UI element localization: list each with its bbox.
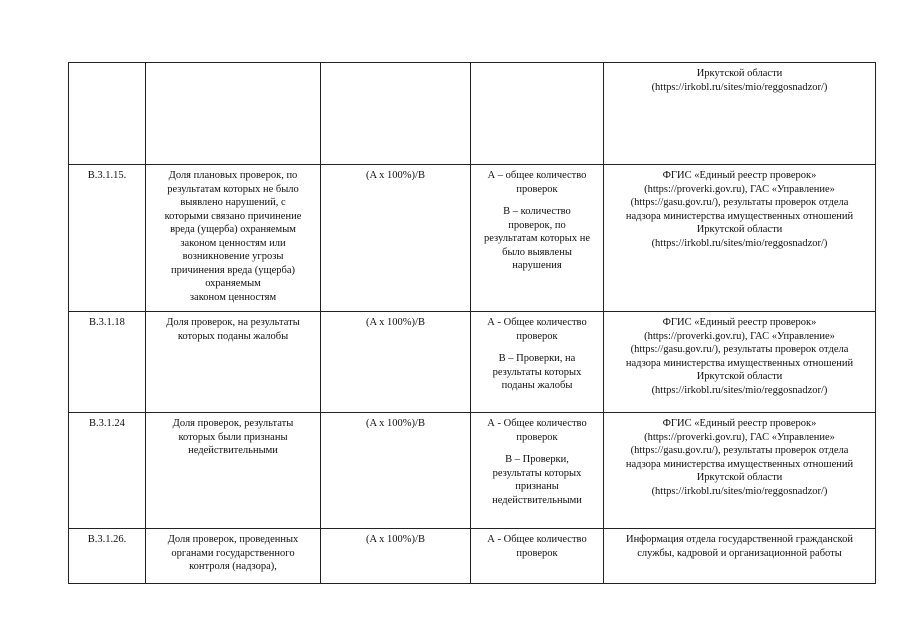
variable-line: А – общее количество — [487, 170, 587, 181]
source-line: (https://gasu.gov.ru/), результаты проверок отдела — [630, 197, 849, 208]
table-row — [69, 165, 876, 312]
indicator-line: возникновение угрозы — [182, 251, 284, 262]
indicator-name — [146, 63, 321, 165]
source-line: (https://irkobl.ru/sites/mio/reggosnadzor/) — [651, 384, 828, 396]
formula: (A x 100%)/B — [321, 413, 471, 529]
variable-b — [474, 352, 600, 393]
source-line: Информация отдела государственной гражданской — [625, 534, 853, 545]
variable-line: было выявлены — [502, 246, 572, 258]
indicator-name — [146, 165, 321, 312]
indicator-code: B.3.1.24 — [69, 413, 146, 529]
source-line: ФГИС «Единый реестр проверок» — [662, 170, 817, 181]
source-line: ФГИС «Единый реестр проверок» — [662, 317, 817, 328]
variable-a — [474, 316, 600, 343]
variable-line: поданы жалобы — [501, 380, 573, 391]
table-row — [69, 63, 876, 165]
source-line: ФГИС «Единый реестр проверок» — [662, 418, 817, 429]
variable-a — [474, 533, 600, 560]
source-line: (https://gasu.gov.ru/), результаты проверок отдела — [630, 445, 849, 456]
table-row — [69, 413, 876, 529]
variable-line: проверок — [516, 547, 558, 559]
formula: (A x 100%)/B — [321, 165, 471, 312]
variables — [471, 63, 604, 165]
source-line: (https://irkobl.ru/sites/mio/reggosnadzor/) — [651, 81, 828, 93]
variable-line: результаты которых — [492, 467, 582, 479]
source-line: (https://irkobl.ru/sites/mio/reggosnadzor/) — [651, 485, 828, 497]
variables — [471, 529, 604, 584]
variable-line: признаны — [515, 481, 559, 492]
source-line: надзора министерства имущественных отношений — [625, 357, 854, 369]
table-row — [69, 312, 876, 413]
indicator-line: законом ценностям или — [180, 237, 286, 249]
source-line: (https://irkobl.ru/sites/mio/reggosnadzor/) — [651, 237, 828, 249]
source-line: Иркутской области — [696, 224, 783, 235]
table-body — [69, 63, 876, 584]
indicator-line: которыми связано причинение — [164, 210, 302, 222]
indicator-code — [69, 63, 146, 165]
variable-line: В – Проверки, на — [498, 353, 576, 364]
variables — [471, 413, 604, 529]
indicator-line: Доля плановых проверок, по — [168, 170, 298, 181]
data-source — [604, 165, 876, 312]
variable-line: нарушения — [512, 260, 562, 271]
variable-line: В – Проверки, — [505, 454, 569, 465]
indicator-line: органами государственного — [171, 547, 295, 559]
indicator-line: недействительными — [188, 445, 278, 456]
indicator-name — [146, 529, 321, 584]
source-line: (https://proverki.gov.ru), ГАС «Управление» — [644, 183, 835, 195]
indicator-code: B.3.1.26. — [69, 529, 146, 584]
indicator-line: контроля (надзора), — [189, 561, 277, 572]
source-line: (https://proverki.gov.ru), ГАС «Управление» — [644, 431, 835, 443]
variable-line: А - Общее количество — [487, 534, 587, 545]
indicator-code: B.3.1.18 — [69, 312, 146, 413]
variable-line: результаты которых — [492, 366, 582, 378]
variable-line: проверок — [516, 431, 558, 443]
formula — [321, 63, 471, 165]
indicator-line: охраняемым — [205, 278, 261, 289]
variable-a — [474, 169, 600, 196]
indicator-line: Доля проверок, проведенных — [167, 534, 299, 545]
variable-line: проверок — [516, 330, 558, 342]
source-line: надзора министерства имущественных отношений — [625, 210, 854, 222]
variable-line: результатам которых не — [484, 233, 590, 244]
data-source — [604, 529, 876, 584]
table-row — [69, 529, 876, 584]
indicator-line: выявлено нарушений, с — [180, 197, 286, 208]
indicator-line: Доля проверок, результаты — [172, 418, 294, 429]
data-source — [604, 312, 876, 413]
indicator-line: результатам которых не было — [167, 183, 299, 195]
variable-a — [474, 417, 600, 444]
indicators-table — [68, 62, 876, 584]
variable-line: А - Общее количество — [487, 418, 587, 429]
source-line: (https://gasu.gov.ru/), результаты проверок отдела — [630, 344, 849, 355]
variable-b — [474, 205, 600, 273]
indicator-line: которых поданы жалобы — [177, 330, 289, 342]
indicator-line: Доля проверок, на результаты — [166, 317, 300, 328]
source-line: Иркутской области — [696, 371, 783, 382]
indicator-line: причинения вреда (ущерба) — [171, 264, 295, 276]
indicator-name — [146, 312, 321, 413]
source-line: надзора министерства имущественных отношений — [625, 458, 854, 470]
source-line: службы, кадровой и организационной работы — [637, 547, 842, 559]
data-source — [604, 63, 876, 165]
variable-line: проверок — [516, 183, 558, 195]
indicator-line: законом ценностям — [189, 291, 277, 303]
source-line: Иркутской области — [696, 472, 783, 483]
indicator-name — [146, 413, 321, 529]
indicator-code: B.3.1.15. — [69, 165, 146, 312]
variable-line: недействительными — [492, 494, 582, 506]
variables — [471, 165, 604, 312]
source-line: (https://proverki.gov.ru), ГАС «Управление» — [644, 330, 835, 342]
formula: (A x 100%)/B — [321, 312, 471, 413]
formula: (A x 100%)/B — [321, 529, 471, 584]
variables — [471, 312, 604, 413]
variable-line: А - Общее количество — [487, 317, 587, 328]
variable-b — [474, 453, 600, 507]
indicator-line: вреда (ущерба) охраняемым — [170, 224, 296, 235]
indicator-line: которых были признаны — [178, 431, 288, 443]
variable-line: В – количество — [503, 206, 571, 217]
variable-line: проверок, по — [508, 219, 566, 231]
source-line: Иркутской области — [696, 68, 783, 79]
data-source — [604, 413, 876, 529]
